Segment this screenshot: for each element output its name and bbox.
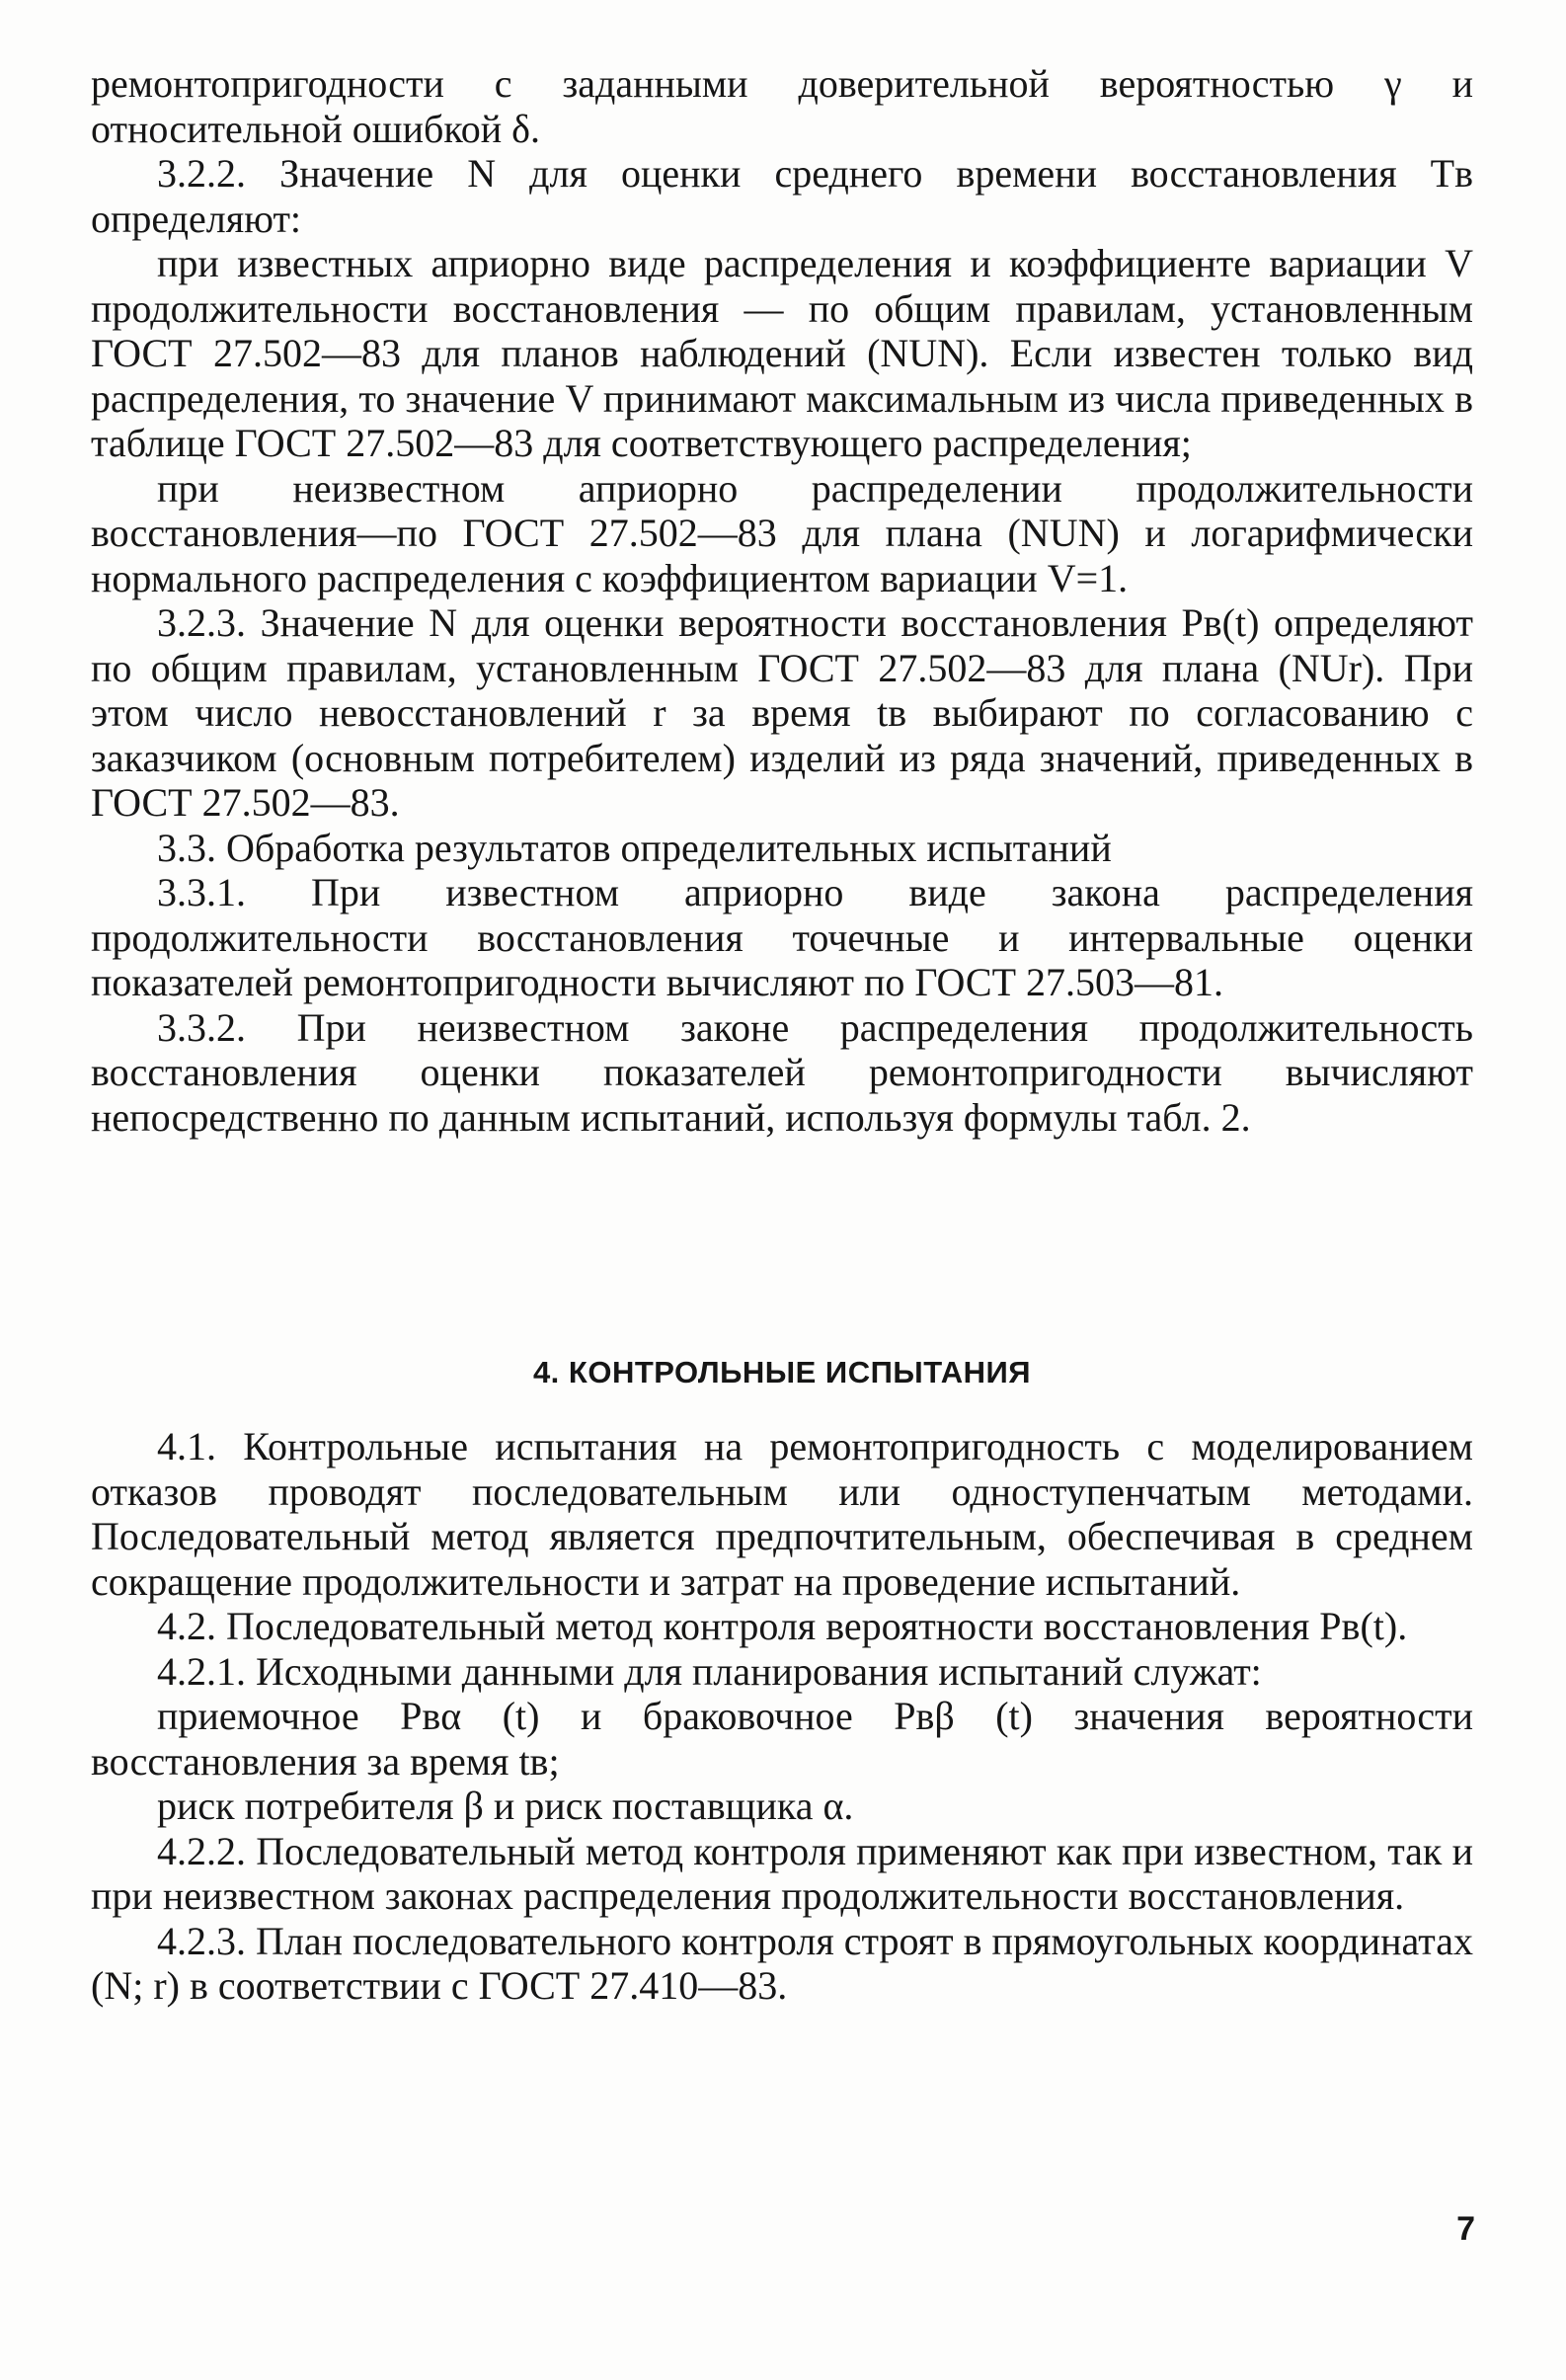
section-heading: 4. КОНТРОЛЬНЫЕ ИСПЫТАНИЯ bbox=[532, 1355, 1032, 1389]
paragraph: ремонтопригодности с заданными доверительной вероятностью γ и относительной ошибкой δ. bbox=[91, 61, 1473, 151]
paragraph: 3.3.1. При известном априорно виде закона распределения продолжительности восстановления точечные и интервальные оценки показателей ремонтопригодности вычисляют по ГОСТ 27.503—81. bbox=[91, 870, 1473, 1004]
paragraph: 4.1. Контрольные испытания на ремонтопригодность с моделированием отказов проводят последовательным или одноступенчатым методами. Последовательный метод является предпочтительным, обеспечивая в среднем сокращение продолжительности и затрат на проведение испытаний. bbox=[91, 1424, 1473, 1604]
paragraph: риск потребителя β и риск поставщика α. bbox=[157, 1784, 854, 1828]
body-text-top bbox=[91, 61, 1473, 1140]
paragraph: приемочное Pвα (t) и браковочное Pвβ (t) значения вероятности восстановления за время tв; bbox=[91, 1694, 1473, 1784]
paragraph: 4.2.2. Последовательный метод контроля применяют как при известном, так и при неизвестном законах распределения продолжительности восстановления. bbox=[91, 1828, 1473, 1918]
page-number: 7 bbox=[1456, 2210, 1475, 2248]
paragraph: 4.2.3. План последовательного контроля строят в прямоугольных координатах (N; r) в соответствии с ГОСТ 27.410—83. bbox=[91, 1918, 1473, 2008]
paragraph: 3.3.2. При неизвестном законе распределения продолжительность восстановления оценки показателей ремонтопригодности вычисляют непосредственно по данным испытаний, используя формулы табл. 2. bbox=[91, 1004, 1473, 1140]
paragraph: 3.3. Обработка результатов определительных испытаний bbox=[157, 825, 1112, 870]
paragraph: 4.2. Последовательный метод контроля вероятности восстановления Pв(t). bbox=[157, 1604, 1408, 1648]
paragraph: 4.2.1. Исходными данными для планирования испытаний служат: bbox=[157, 1648, 1262, 1694]
paragraph: 3.2.3. Значение N для оценки вероятности восстановления Pв(t) определяют по общим правилам, установленным ГОСТ 27.502—83 для плана (NUr). При этом число невосстановлений r за время tв выбирают по согласованию с заказчиком (основным потребителем) изделий из ряда значений, приведенных в ГОСТ 27.502—83. bbox=[91, 600, 1473, 825]
paragraph: 3.2.2. Значение N для оценки среднего времени восстановления Tв определяют: bbox=[91, 151, 1473, 241]
paragraph: при неизвестном априорно распределении продолжительности восстановления—по ГОСТ 27.502—83 для плана (NUN) и логарифмически нормального распределения с коэффициентом вариации V=1. bbox=[91, 465, 1473, 600]
body-text-bottom bbox=[91, 1424, 1473, 2009]
paragraph: при известных априорно виде распределения и коэффициенте вариации V продолжительности восстановления — по общим правилам, установленным ГОСТ 27.502—83 для планов наблюдений (NUN). Если известен только вид распределения, то значение V принимают максимальным из числа приведенных в таблице ГОСТ 27.502—83 для соответствующего распределения; bbox=[91, 241, 1473, 465]
